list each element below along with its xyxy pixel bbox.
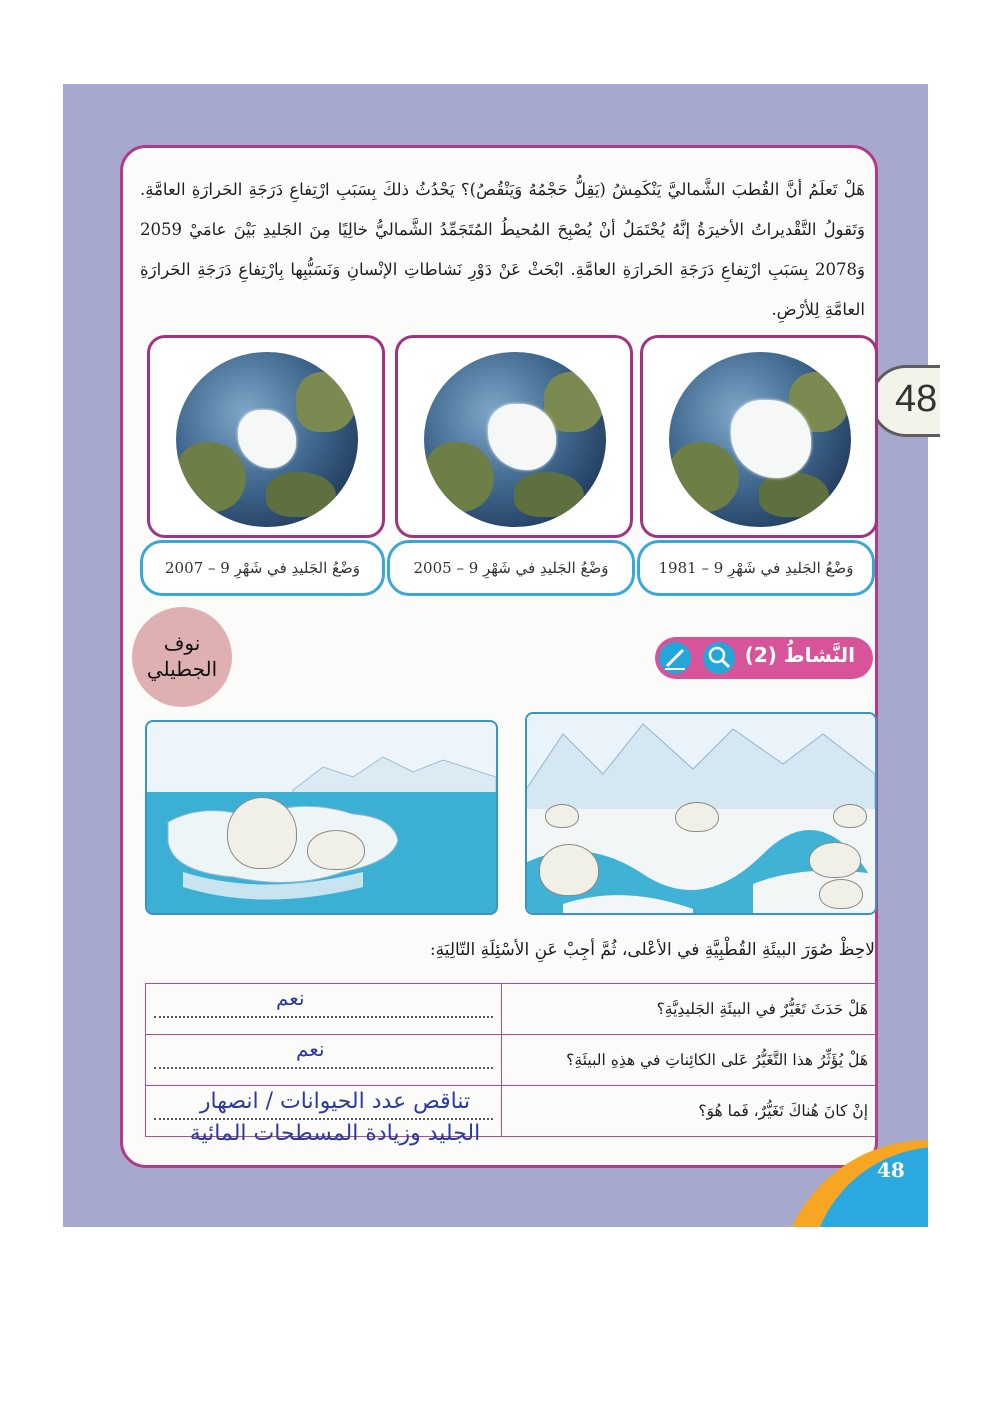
answer-line <box>154 1067 493 1069</box>
answer-3 <box>150 1086 520 1150</box>
student-first-name: نوف <box>163 633 201 655</box>
corner-decoration-blue <box>810 1147 928 1227</box>
globe-card-2007 <box>147 335 385 538</box>
polar-bear <box>809 842 861 878</box>
globe-caption-2005: وَضْعُ الجَليدِ في شَهْرِ 9 – 2005 <box>387 540 635 596</box>
question-1: هَلْ حَدَثَ تَغَيُّرٌ في البيئَةِ الجَليدِيَّةِ؟ <box>502 984 877 1035</box>
polar-bear <box>833 804 867 828</box>
student-name-badge <box>132 607 232 707</box>
globe-image <box>424 352 606 527</box>
globe-caption-1981: وَضْعُ الجَليدِ في شَهْرِ 9 – 1981 <box>637 540 875 596</box>
polar-scene-after <box>145 720 498 915</box>
page-number: 48 <box>877 1158 905 1182</box>
globe-card-1981 <box>640 335 878 538</box>
question-3: إنْ كانَ هُناكَ تَغَيُّرٌ، فَما هُوَ؟ <box>502 1086 877 1137</box>
polar-bear <box>545 804 579 828</box>
globe-image <box>669 352 851 527</box>
table-row <box>146 1035 877 1086</box>
polar-bear <box>307 830 365 870</box>
writing-pen-icon <box>659 642 691 674</box>
student-last-name: الجطيلي <box>146 659 218 681</box>
globe-image <box>176 352 358 527</box>
side-page-tab <box>870 365 940 437</box>
polar-bear <box>227 797 297 869</box>
answer-3-line-2: الجليد وزيادة المسطحات المائية <box>189 1121 481 1146</box>
polar-scene-before <box>525 712 877 915</box>
answer-cell-2[interactable] <box>146 1035 502 1086</box>
answer-2: نعم <box>296 1037 325 1061</box>
question-2: هَلْ يُؤَثِّرُ هذا التَّغَيُّرُ عَلى الكائِناتِ في هذِهِ البيئَةِ؟ <box>502 1035 877 1086</box>
polar-bear <box>819 879 863 909</box>
polar-scene-after-illustration <box>145 722 496 915</box>
intro-paragraph: هَلْ تَعلَمُ أنَّ القُطبَ الشَّماليَّ يَنْكَمِشُ (يَقِلُّ حَجْمُهُ وَيَنْقُصُ)؟ يَحْدُثُ ذلكَ بِسَبَبِ ارْتِفاعِ دَرَجَةِ الحَرارَةِ العامَّةِ. وَتَقولُ التَّقْديراتُ الأخيرَةُ إنَّهُ يُحْتَمَلُ أنْ يُصْبِحَ المُحيطُ المُتَجَمِّدُ الشَّماليُّ خالِيًا مِنَ الجَليدِ بَيْنَ عامَيْ 2059 وَ2078 بِسَبَبِ ارْتِفاعِ دَرَجَةِ الحَرارَةِ العامَّةِ. ابْحَثْ عَنْ دَوْرِ نَشاطاتِ الإنْسانِ وَنَسَبُّبِها بِارْتِفاعِ دَرَجَةِ الحَرارَةِ العامَّةِ لِلأرْضِ. <box>140 180 865 319</box>
side-page-number: 48 <box>895 378 938 420</box>
magnifier-icon <box>703 642 735 674</box>
answer-3-line-1: تناقص عدد الحيوانات / انصهار <box>199 1089 471 1114</box>
polar-bear <box>675 802 719 832</box>
globe-caption-2007: وَضْعُ الجَليدِ في شَهْرِ 9 – 2007 <box>140 540 385 596</box>
globe-card-2005 <box>395 335 633 538</box>
instruction-text: لاحِظْ صُوَرَ البيئَةِ القُطْبِيَّةِ في الأعْلى، ثُمَّ أجِبْ عَنِ الأسْئِلَةِ التّالِيَةِ: <box>429 940 875 960</box>
activity-header <box>655 637 873 679</box>
polar-bear <box>539 844 599 896</box>
answer-line <box>154 1016 493 1018</box>
answer-1: نعم <box>276 986 305 1010</box>
activity-label: النَّشاطُ (2) <box>744 643 855 667</box>
table-row <box>146 984 877 1035</box>
answer-cell-1[interactable] <box>146 984 502 1035</box>
